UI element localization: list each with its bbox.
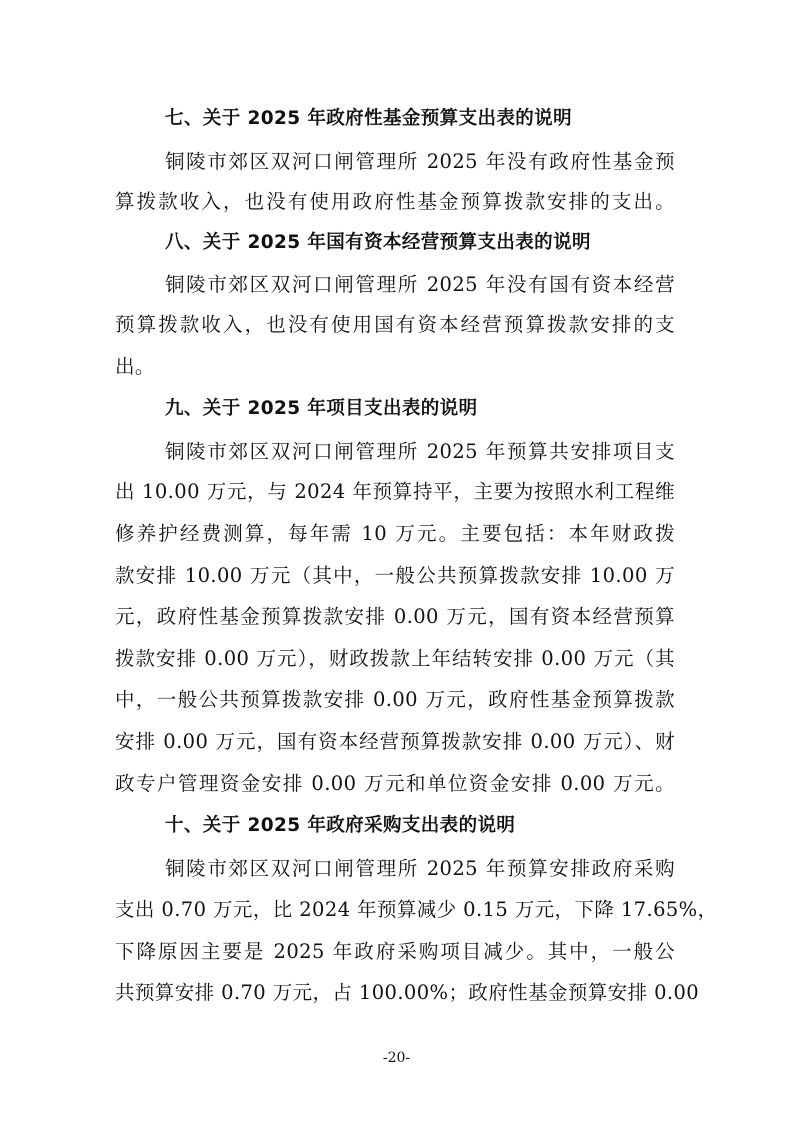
section-10-line-4: 共预算安排 0.70 万元，占 100.00%；政府性基金预算安排 0.00 [115,981,700,1004]
section-8-heading: 八、关于 2025 年国有资本经营预算支出表的说明 [165,232,591,253]
section-9-line-4: 款安排 10.00 万元（其中，一般公共预算拨款安排 10.00 万 [115,564,675,587]
section-10-line-1: 铜陵市郊区双河口闸管理所 2025 年预算安排政府采购 [165,857,675,880]
section-10-heading: 十、关于 2025 年政府采购支出表的说明 [165,815,516,836]
section-9-line-7: 中，一般公共预算拨款安排 0.00 万元，政府性基金预算拨款 [115,688,675,711]
section-8-line-1: 铜陵市郊区双河口闸管理所 2025 年没有国有资本经营 [165,273,675,296]
section-9-line-5: 元，政府性基金预算拨款安排 0.00 万元，国有资本经营预算 [115,605,675,628]
section-8-line-3: 出。 [115,355,155,378]
section-10-line-3: 下降原因主要是 2025 年政府采购项目减少。其中，一般公 [115,940,675,963]
section-7-heading: 七、关于 2025 年政府性基金预算支出表的说明 [165,108,572,129]
page-number: -20- [382,1050,411,1066]
section-9-line-2: 出 10.00 万元，与 2024 年预算持平，主要为按照水利工程维 [115,480,675,503]
section-9-line-1: 铜陵市郊区双河口闸管理所 2025 年预算共安排项目支 [165,440,675,463]
section-9-line-9: 政专户管理资金安排 0.00 万元和单位资金安排 0.00 万元。 [115,772,675,795]
section-9-line-6: 拨款安排 0.00 万元），财政拨款上年结转安排 0.00 万元（其 [115,647,675,670]
section-10-line-2: 支出 0.70 万元，比 2024 年预算减少 0.15 万元，下降 17.65%， [115,898,718,921]
section-9-heading: 九、关于 2025 年项目支出表的说明 [165,398,478,419]
section-9-line-8: 安排 0.00 万元，国有资本经营预算拨款安排 0.00 万元）、财 [115,730,675,753]
section-9-line-3: 修养护经费测算，每年需 10 万元。主要包括：本年财政拨 [115,522,675,545]
section-8-line-2: 预算拨款收入，也没有使用国有资本经营预算拨款安排的支 [115,313,675,336]
section-7-line-2: 算拨款收入，也没有使用政府性基金预算拨款安排的支出。 [115,190,675,213]
section-7-line-1: 铜陵市郊区双河口闸管理所 2025 年没有政府性基金预 [165,150,675,173]
